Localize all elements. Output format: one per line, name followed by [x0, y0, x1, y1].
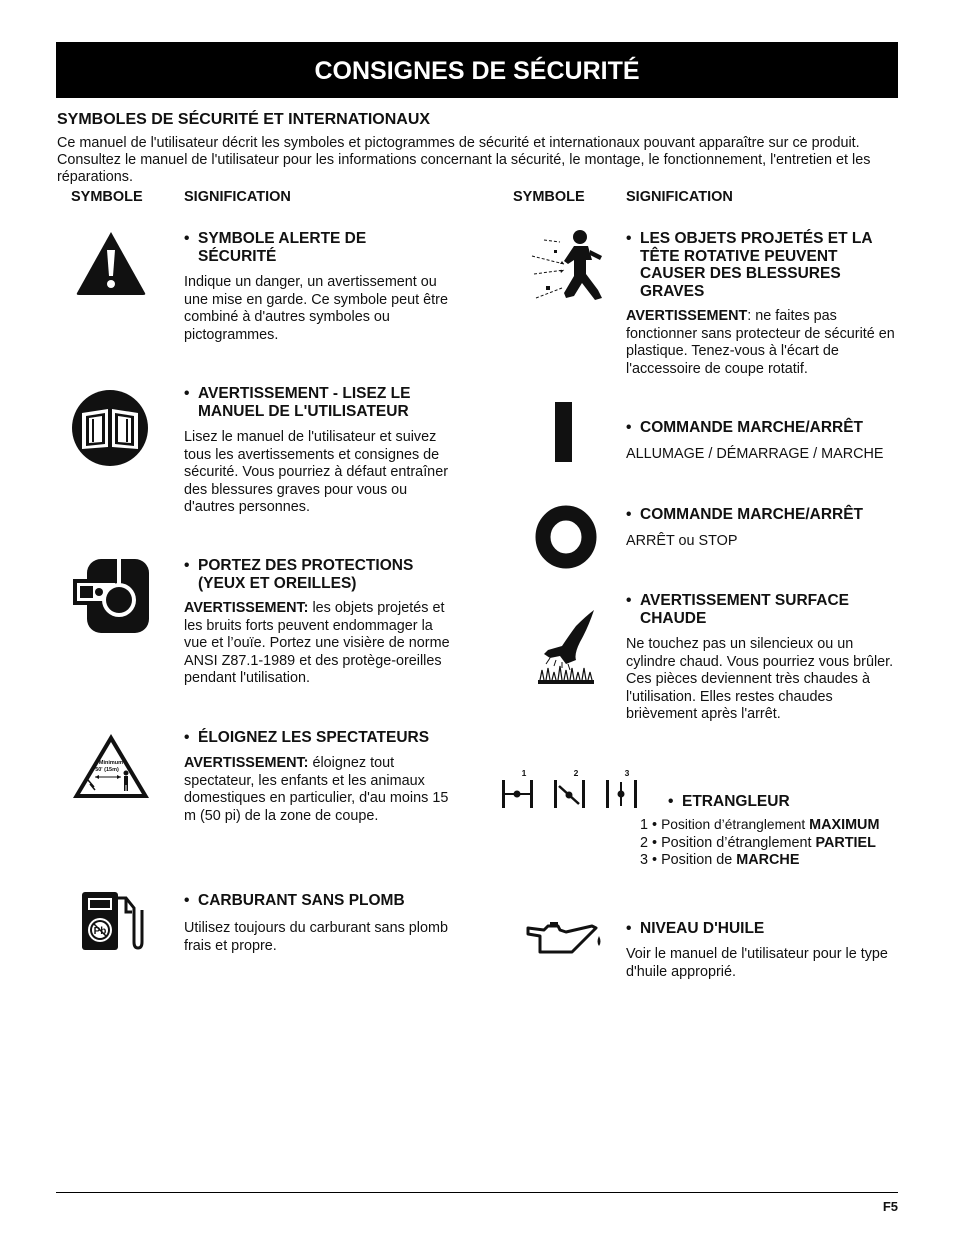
item-title-hot-surface: • AVERTISSEMENT SURFACE CHAUDE — [626, 592, 849, 627]
item-title-unleaded-fuel: • CARBURANT SANS PLOMB — [184, 892, 405, 909]
item-body-hot-surface: Ne touchez pas un silencieux ou un cylindre chaud. Vous pourriez vous brûler. Ces pièces deviennent très chaudes à l'utilisation. Elles restes chaudes brièvement après l'arrêt. — [626, 636, 894, 722]
column-header-symbol-left: SYMBOLE — [71, 189, 143, 205]
open-book-icon — [71, 389, 149, 467]
icon-label-distance: 50' (15m) — [95, 767, 119, 773]
off-switch-icon — [535, 505, 597, 569]
footer-divider — [56, 1192, 898, 1193]
page-title: CONSIGNES DE SÉCURITÉ — [314, 57, 640, 85]
icon-label-pb: Pb — [93, 926, 107, 937]
choke-position-2: 2 • Position d’étranglement PARTIEL — [640, 834, 876, 851]
item-title-bystanders: • ÉLOIGNEZ LES SPECTATEURS — [184, 729, 430, 746]
column-header-meaning-left: SIGNIFICATION — [184, 189, 291, 205]
thrown-objects-icon — [530, 228, 610, 308]
column-header-meaning-right: SIGNIFICATION — [626, 189, 733, 205]
section-title: SYMBOLES DE SÉCURITÉ ET INTERNATIONAUX — [57, 111, 431, 128]
item-title-safety-alert: • SYMBOLE ALERTE DE SÉCURITÉ — [184, 230, 367, 265]
item-body-protection: AVERTISSEMENT: les objets projetés et les bruits forts peuvent endommager la vue et l’ouïe. Portez une visière de norme ANSI Z87.1-1989 et des protège-oreilles pendant l'utilisation. — [184, 600, 450, 686]
item-title-oil-level: • NIVEAU D'HUILE — [626, 920, 765, 937]
item-title-read-manual: • AVERTISSEMENT - LISEZ LE MANUEL DE L'UTILISATEUR — [184, 385, 411, 420]
bystander-distance-icon — [71, 732, 151, 800]
choke-icon — [498, 766, 643, 812]
warning-label: AVERTISSEMENT: — [184, 600, 309, 616]
page-number: F5 — [882, 1199, 898, 1214]
page-title-banner — [56, 42, 898, 98]
choke-position-3: 3 • Position de MARCHE — [640, 852, 800, 868]
item-body-unleaded-fuel: Utilisez toujours du carburant sans plomb frais et propre. — [184, 920, 448, 954]
choke-label-2: 2 — [573, 768, 579, 778]
item-body-read-manual: Lisez le manuel de l'utilisateur et suivez tous les avertissements et consignes de sécurité. Vous pourriez à défaut entraîner des blessures graves pour vous ou d'autres personnes. — [184, 429, 448, 515]
warning-label: AVERTISSEMENT: — [184, 755, 309, 771]
choke-label-3: 3 — [624, 768, 630, 778]
column-header-symbol-right: SYMBOLE — [513, 189, 585, 205]
choke-position-1: 1 • Position d’étranglement MAXIMUM — [640, 817, 880, 833]
oil-can-icon — [526, 920, 606, 960]
item-title-thrown-objects: • LES OBJETS PROJETÉS ET LA TÊTE ROTATIVE PEUVENT CAUSER DES BLESSURES GRAVES — [626, 230, 872, 300]
fuel-pump-icon — [80, 890, 144, 954]
warning-triangle-icon — [75, 230, 147, 296]
item-body-on-switch: ALLUMAGE / DÉMARRAGE / MARCHE — [626, 446, 884, 462]
on-switch-icon — [555, 402, 573, 462]
item-body-safety-alert: Indique un danger, un avertissement ou une mise en garde. Ce symbole peut être combiné à d'autres symboles ou pictogrammes. — [184, 274, 448, 343]
item-title-protection: • PORTEZ DES PROTECTIONS (YEUX ET OREILLES) — [184, 557, 414, 592]
icon-label-minimum: Minimum — [98, 760, 124, 766]
section-intro: Ce manuel de l'utilisateur décrit les symboles et pictogrammes de sécurité et internationaux pouvant apparaître sur ce produit. Consultez le manuel de l'utilisateur pour les informations concernant la sécurité, le montage, le fonctionnement, l'entretien et les réparations. — [57, 135, 871, 185]
item-body-thrown-objects: AVERTISSEMENT: ne faites pas fonctionner sans protecteur de sécurité en plastique. Tenez-vous à l'écart de l'accessoire de coupe rotatif. — [626, 308, 895, 377]
item-body-off-switch: ARRÊT ou STOP — [626, 533, 738, 549]
item-title-choke: • ETRANGLEUR — [668, 793, 790, 810]
choke-positions-list — [640, 816, 900, 870]
hot-surface-icon — [536, 608, 596, 686]
item-title-off-switch: • COMMANDE MARCHE/ARRÊT — [626, 506, 864, 523]
item-body-bystanders: AVERTISSEMENT: éloignez tout spectateur, les enfants et les animaux domestiques en particulier, d'au moins 15 m (50 pi) de la zone de coupe. — [184, 755, 449, 824]
item-body-oil-level: Voir le manuel de l'utilisateur pour le type d'huile approprié. — [626, 946, 888, 980]
warning-label: AVERTISSEMENT — [626, 308, 748, 324]
item-title-on-switch: • COMMANDE MARCHE/ARRÊT — [626, 419, 864, 436]
eye-ear-protection-icon — [71, 557, 151, 635]
choke-label-1: 1 — [521, 768, 527, 778]
